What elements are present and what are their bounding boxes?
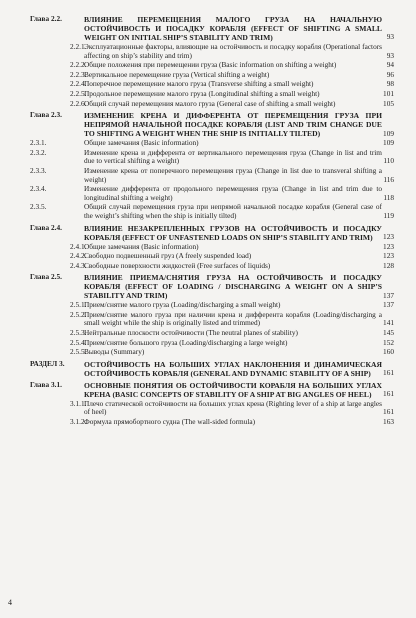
toc-section-entry: [0, 139, 416, 148]
toc-entry-title: Нейтральные плоскости остойчивости (The neutral planes of stability): [84, 328, 298, 338]
toc-entry-label: 3.1.2.: [70, 417, 87, 427]
toc-entry-page: 163: [383, 417, 394, 427]
toc-entry-label: РАЗДЕЛ 3.: [30, 358, 65, 368]
toc-entry-page: 96: [386, 69, 394, 79]
toc-entry-title: Свободные поверхности жидкостей (Free surfaces of liquids): [84, 260, 271, 270]
toc-entry-title: ОСНОВНЫЕ ПОНЯТИЯ ОБ ОСТОЙЧИВОСТИ КОРАБЛЯ НА БОЛЬШИХ УГЛАХ КРЕНА (BASIC CONCEPTS OF STABILITY OF A SHIP AT BIG ANGLES OF HEEL): [84, 380, 382, 399]
toc-section-entry: [0, 311, 416, 328]
toc-entry-title: Прием/снятие малого груза при наличии крена и дифферента корабля (Loading/discharging a small weight while the ship is originally listed and trimmed): [84, 309, 382, 328]
toc-entry-label: 2.5.5.: [70, 347, 87, 357]
toc-entry-label: 2.2.1.: [70, 42, 87, 51]
toc-entry-label: Глава 2.4.: [30, 222, 62, 232]
toc-entry-page: 94: [386, 60, 394, 70]
toc-entry-page: 109: [383, 138, 394, 148]
toc-entry-label: 2.2.6.: [70, 98, 87, 108]
toc-entry-title: ВЛИЯНИЕ НЕЗАКРЕПЛЕННЫХ ГРУЗОВ НА ОСТОЙЧИВОСТЬ И ПОСАДКУ КОРАБЛЯ (EFFECT OF UNFASTENED LOADS ON SHIP’S STABILITY AND TRIM): [84, 223, 382, 242]
toc-entry-title: Выводы (Summary): [84, 347, 145, 357]
toc-chapter-entry: [0, 111, 416, 138]
toc-section-entry: [0, 243, 416, 252]
toc-entry-title: Вертикальное перемещение груза (Vertical shifting a weight): [84, 69, 270, 79]
toc-entry-page: 98: [386, 79, 394, 89]
toc-entry-page: 109: [383, 128, 394, 138]
toc-section-entry: [0, 203, 416, 220]
toc-entry-title: ВЛИЯНИЕ ПРИЕМА/СНЯТИЯ ГРУЗА НА ОСТОЙЧИВОСТЬ И ПОСАДКУ КОРАБЛЯ (EFFECT OF LOADING / DISCHARGING A WEIGHT ON A SHIP’S STABILITY AND TRIM): [84, 273, 382, 301]
toc-section-entry: [0, 167, 416, 184]
toc-entry-label: Глава 2.3.: [30, 110, 62, 120]
toc-entry-page: 161: [383, 368, 394, 378]
toc-entry-label: 2.2.2.: [70, 60, 87, 70]
toc-chapter-entry: [0, 381, 416, 399]
toc-entry-label: 2.5.3.: [70, 328, 87, 338]
toc-chapter-entry: [0, 273, 416, 300]
toc-chapter-entry: [0, 15, 416, 42]
toc-entry-label: 2.2.5.: [70, 88, 87, 98]
toc-entry-label: 2.3.1.: [30, 138, 47, 148]
toc-section-entry: [0, 252, 416, 261]
toc-entry-title: Общие положения при перемещении груза (Basic information on shifting a weight): [84, 60, 337, 70]
toc-entry-title: Продольное перемещение малого груза (Longitudinal shifting a small weight): [84, 88, 320, 98]
toc-entry-label: 2.5.2.: [70, 309, 87, 319]
toc-entry-page: 128: [383, 260, 394, 270]
toc-entry-title: Плечо статической остойчивости на больших углах крена (Righting lever of a ship at large angles of heel): [84, 398, 382, 417]
toc-entry-label: 2.3.2.: [30, 147, 47, 157]
toc-entry-page: 141: [383, 318, 394, 328]
toc-entry-page: 123: [383, 231, 394, 241]
toc-section-entry: [0, 418, 416, 427]
toc-entry-page: 93: [386, 50, 394, 60]
toc-entry-title: Прием/снятие большого груза (Loading/discharging a large weight): [84, 337, 288, 347]
toc-entry-title: Общие замечания (Basic information): [84, 241, 199, 251]
toc-entry-page: 123: [383, 241, 394, 251]
toc-section-entry: [0, 61, 416, 70]
toc-section-entry: [0, 149, 416, 166]
toc-entry-page: 160: [383, 347, 394, 357]
toc-entry-label: 2.2.4.: [70, 79, 87, 89]
toc-section-entry: [0, 262, 416, 271]
toc-entry-page: 116: [383, 174, 394, 184]
toc-entry-page: 137: [383, 300, 394, 310]
toc-entry-label: 2.5.4.: [70, 337, 87, 347]
toc-section-entry: [0, 185, 416, 202]
toc-entry-label: 2.5.1.: [70, 300, 87, 310]
toc-entry-title: Эксплуатационные факторы, влияющие на остойчивость и посадку корабля (Operational factors affecting on ship’s stability and trim): [84, 42, 382, 60]
toc-entry-title: ОСТОЙЧИВОСТЬ НА БОЛЬШИХ УГЛАХ НАКЛОНЕНИЯ И ДИНАМИЧЕСКАЯ ОСТОЙЧИВОСТЬ КОРАБЛЯ (GENERAL AND DYNAMIC STABILITY OF A SHIP): [84, 359, 382, 378]
toc-entry-label: 2.4.1.: [70, 241, 87, 251]
toc-chapter-entry: [0, 224, 416, 242]
toc-section-entry: [0, 301, 416, 310]
toc-section-entry: [0, 400, 416, 417]
toc-chapter-entry: [0, 360, 416, 378]
toc-entry-title: Формула прямобортного судна (The wall-sided formula): [84, 417, 256, 427]
toc-entry-label: Глава 2.2.: [30, 14, 62, 23]
toc-entry-page: 93: [386, 32, 394, 42]
toc-entry-title: Общий случай перемещения груза при непрямой начальной посадке корабля (General case of the weight’s shifting when the ship is initially tilted): [84, 202, 382, 220]
toc-entry-page: 105: [383, 98, 394, 108]
toc-entry-page: 145: [383, 328, 394, 338]
toc-section-entry: [0, 43, 416, 60]
toc-entry-title: Изменение крена от поперечного перемещения груза (Change in list due to transveral shifting a weight): [84, 165, 382, 184]
toc-entry-page: 123: [383, 251, 394, 261]
toc-entry-label: 3.1.1.: [70, 398, 87, 408]
toc-entry-title: ИЗМЕНЕНИЕ КРЕНА И ДИФФЕРЕНТА ОТ ПЕРЕМЕЩЕНИЯ ГРУЗА ПРИ НЕПРЯМОЙ НАЧАЛЬНОЙ ПОСАДКЕ КОРАБЛЯ (LIST AND TRIM CHANGE DUE TO SHIFTING A WEIGHT WHEN THE SHIP IS INITIALLY TILTED): [84, 111, 382, 139]
toc-entry-page: 161: [383, 389, 394, 399]
toc-entry-page: 101: [383, 88, 394, 98]
toc-entry-title: Изменение дифферента от продольного перемещения груза (Change in list and trim due to longitudinal shifting a weight): [84, 184, 382, 202]
toc-entry-label: Глава 2.5.: [30, 272, 62, 282]
page-number: 4: [8, 598, 12, 607]
toc-entry-title: Поперечное перемещение малого груза (Transverse shifting a small weight): [84, 79, 314, 89]
toc-section-entry: [0, 80, 416, 89]
toc-entry-label: 2.3.3.: [30, 165, 47, 175]
toc-section-entry: [0, 90, 416, 99]
toc-entry-page: 161: [383, 407, 394, 417]
toc-entry-page: 137: [383, 290, 394, 300]
toc-entry-label: 2.4.3.: [70, 260, 87, 270]
toc-entry-label: Глава 3.1.: [30, 379, 62, 389]
toc-entry-page: 110: [383, 156, 394, 166]
toc-section-entry: [0, 71, 416, 80]
toc-section-entry: [0, 348, 416, 357]
toc-entry-label: 2.4.2.: [70, 251, 87, 261]
toc-entry-title: Прием/снятие малого груза (Loading/discharging a small weight): [84, 300, 281, 310]
toc-entry-page: 152: [383, 337, 394, 347]
toc-entry-page: 119: [383, 210, 394, 220]
toc-entry-title: Свободно подвешенный груз (A freely suspended load): [84, 251, 252, 261]
toc-entry-label: 2.2.3.: [70, 69, 87, 79]
table-of-contents: [0, 12, 416, 427]
toc-entry-title: Общие замечания (Basic information): [84, 138, 199, 148]
toc-entry-title: Общий случай перемещения малого груза (General case of shifting a small weight): [84, 98, 336, 108]
toc-entry-label: 2.3.5.: [30, 202, 47, 212]
toc-entry-title: Изменение крена и дифферента от вертикального перемещения груза (Change in list and trim due to vertical shifting a weight): [84, 147, 382, 166]
toc-entry-label: 2.3.4.: [30, 184, 47, 194]
toc-section-entry: [0, 339, 416, 348]
toc-section-entry: [0, 329, 416, 338]
toc-section-entry: [0, 100, 416, 109]
toc-entry-title: ВЛИЯНИЕ ПЕРЕМЕЩЕНИЯ МАЛОГО ГРУЗА НА НАЧАЛЬНУЮ ОСТОЙЧИВОСТЬ И ПОСАДКУ КОРАБЛЯ (EFFECT OF SHIFTING A SMALL WEIGHT ON INITIAL SHIP’S STABILITY AND TRIM): [84, 15, 382, 42]
toc-entry-page: 118: [383, 192, 394, 202]
